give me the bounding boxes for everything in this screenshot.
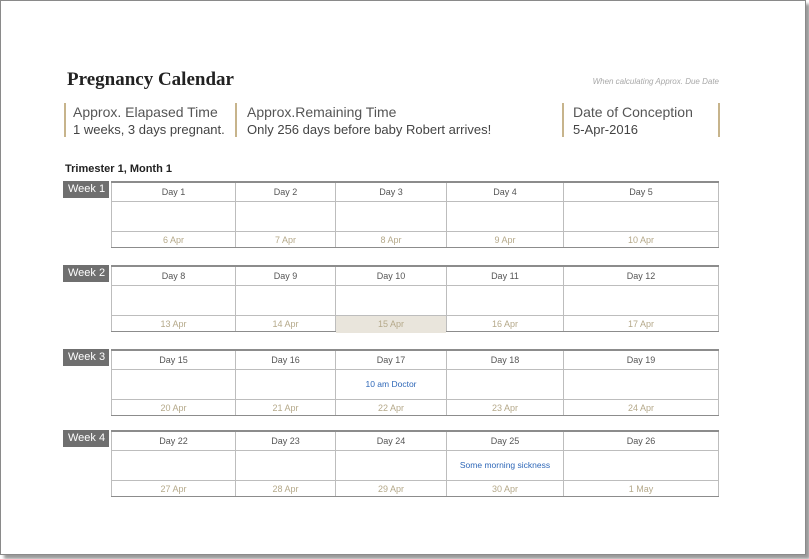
day-number-label: Day 3 bbox=[336, 184, 446, 202]
elapsed-heading: Approx. Elapased Time bbox=[73, 104, 218, 120]
week-grid bbox=[111, 430, 719, 497]
week-block bbox=[63, 349, 719, 417]
date-label: 16 Apr bbox=[447, 315, 563, 333]
remaining-value: Only 256 days before baby Robert arrives! bbox=[247, 122, 492, 137]
date-label: 7 Apr bbox=[236, 231, 335, 249]
date-label: 23 Apr bbox=[447, 399, 563, 417]
date-label-highlighted: 15 Apr bbox=[336, 315, 446, 333]
date-label: 21 Apr bbox=[236, 399, 335, 417]
day-cell[interactable] bbox=[111, 183, 235, 247]
day-cell[interactable] bbox=[111, 351, 235, 415]
day-cell[interactable] bbox=[111, 267, 235, 331]
day-note[interactable]: 10 am Doctor bbox=[365, 379, 417, 389]
date-label: 20 Apr bbox=[112, 399, 235, 417]
day-number-label: Day 1 bbox=[112, 184, 235, 202]
week-grid bbox=[111, 265, 719, 332]
date-label: 24 Apr bbox=[564, 399, 718, 417]
week-label: Week 1 bbox=[63, 181, 109, 198]
day-number-label: Day 8 bbox=[112, 268, 235, 286]
day-note[interactable] bbox=[236, 201, 335, 231]
day-number-label: Day 15 bbox=[112, 352, 235, 370]
elapsed-time-box bbox=[73, 103, 233, 137]
day-cell[interactable] bbox=[446, 267, 563, 331]
day-number-label: Day 17 bbox=[336, 352, 446, 370]
divider-bar bbox=[64, 103, 66, 137]
day-number-label: Day 9 bbox=[236, 268, 335, 286]
day-note[interactable] bbox=[236, 369, 335, 399]
day-number-label: Day 26 bbox=[564, 433, 718, 451]
date-label: 22 Apr bbox=[336, 399, 446, 417]
date-label: 1 May bbox=[564, 480, 718, 498]
due-date-note: When calculating Approx. Due Date bbox=[592, 77, 719, 86]
day-note[interactable] bbox=[336, 285, 446, 315]
divider-bar bbox=[718, 103, 720, 137]
day-cell[interactable] bbox=[335, 183, 446, 247]
day-cell[interactable] bbox=[111, 432, 235, 496]
day-note[interactable] bbox=[236, 450, 335, 480]
week-grid bbox=[111, 181, 719, 248]
day-cell[interactable] bbox=[235, 432, 335, 496]
day-note[interactable] bbox=[447, 285, 563, 315]
day-cell[interactable] bbox=[563, 432, 719, 496]
date-label: 9 Apr bbox=[447, 231, 563, 249]
day-number-label: Day 22 bbox=[112, 433, 235, 451]
date-label: 10 Apr bbox=[564, 231, 718, 249]
day-note[interactable] bbox=[336, 201, 446, 231]
conception-value: 5-Apr-2016 bbox=[573, 122, 639, 137]
week-label: Week 3 bbox=[63, 349, 109, 366]
day-note[interactable] bbox=[564, 369, 718, 399]
date-label: 14 Apr bbox=[236, 315, 335, 333]
day-note[interactable] bbox=[564, 450, 718, 480]
date-label: 29 Apr bbox=[336, 480, 446, 498]
day-cell[interactable] bbox=[563, 183, 719, 247]
date-label: 17 Apr bbox=[564, 315, 718, 333]
day-note[interactable] bbox=[236, 285, 335, 315]
date-label: 8 Apr bbox=[336, 231, 446, 249]
remaining-heading: Approx.Remaining Time bbox=[247, 104, 397, 120]
week-label: Week 4 bbox=[63, 430, 109, 447]
day-number-label: Day 23 bbox=[236, 433, 335, 451]
day-number-label: Day 2 bbox=[236, 184, 335, 202]
day-note[interactable] bbox=[447, 369, 563, 399]
date-label: 13 Apr bbox=[112, 315, 235, 333]
day-cell[interactable] bbox=[563, 267, 719, 331]
day-cell[interactable] bbox=[335, 267, 446, 331]
day-number-label: Day 11 bbox=[447, 268, 563, 286]
day-note[interactable]: Some morning sickness bbox=[459, 460, 551, 470]
remaining-time-box bbox=[247, 103, 547, 137]
day-number-label: Day 5 bbox=[564, 184, 718, 202]
date-label: 6 Apr bbox=[112, 231, 235, 249]
day-note[interactable] bbox=[112, 369, 235, 399]
page-title: Pregnancy Calendar bbox=[67, 69, 234, 90]
week-block bbox=[63, 181, 719, 249]
week-block bbox=[63, 265, 719, 333]
trimester-label: Trimester 1, Month 1 bbox=[65, 163, 172, 175]
day-cell[interactable] bbox=[446, 351, 563, 415]
day-cell[interactable] bbox=[335, 432, 446, 496]
day-note[interactable] bbox=[564, 201, 718, 231]
day-number-label: Day 18 bbox=[447, 352, 563, 370]
day-number-label: Day 25 bbox=[447, 433, 563, 451]
date-label: 30 Apr bbox=[447, 480, 563, 498]
conception-heading: Date of Conception bbox=[573, 104, 693, 120]
day-note[interactable] bbox=[112, 450, 235, 480]
day-number-label: Day 16 bbox=[236, 352, 335, 370]
divider-bar bbox=[235, 103, 237, 137]
day-number-label: Day 12 bbox=[564, 268, 718, 286]
day-cell[interactable] bbox=[235, 183, 335, 247]
date-label: 28 Apr bbox=[236, 480, 335, 498]
day-cell[interactable] bbox=[446, 183, 563, 247]
week-label: Week 2 bbox=[63, 265, 109, 282]
day-cell[interactable] bbox=[446, 432, 563, 496]
week-grid bbox=[111, 349, 719, 416]
conception-box bbox=[573, 103, 713, 137]
day-note[interactable] bbox=[336, 450, 446, 480]
day-cell[interactable] bbox=[335, 351, 446, 415]
day-cell[interactable] bbox=[235, 351, 335, 415]
day-note[interactable] bbox=[112, 285, 235, 315]
divider-bar bbox=[562, 103, 564, 137]
day-note[interactable] bbox=[447, 201, 563, 231]
day-note[interactable] bbox=[564, 285, 718, 315]
day-cell[interactable] bbox=[563, 351, 719, 415]
week-block bbox=[63, 430, 719, 498]
day-number-label: Day 19 bbox=[564, 352, 718, 370]
elapsed-value: 1 weeks, 3 days pregnant. bbox=[73, 122, 225, 137]
day-number-label: Day 24 bbox=[336, 433, 446, 451]
date-label: 27 Apr bbox=[112, 480, 235, 498]
day-cell[interactable] bbox=[235, 267, 335, 331]
day-number-label: Day 4 bbox=[447, 184, 563, 202]
day-note[interactable] bbox=[112, 201, 235, 231]
day-number-label: Day 10 bbox=[336, 268, 446, 286]
